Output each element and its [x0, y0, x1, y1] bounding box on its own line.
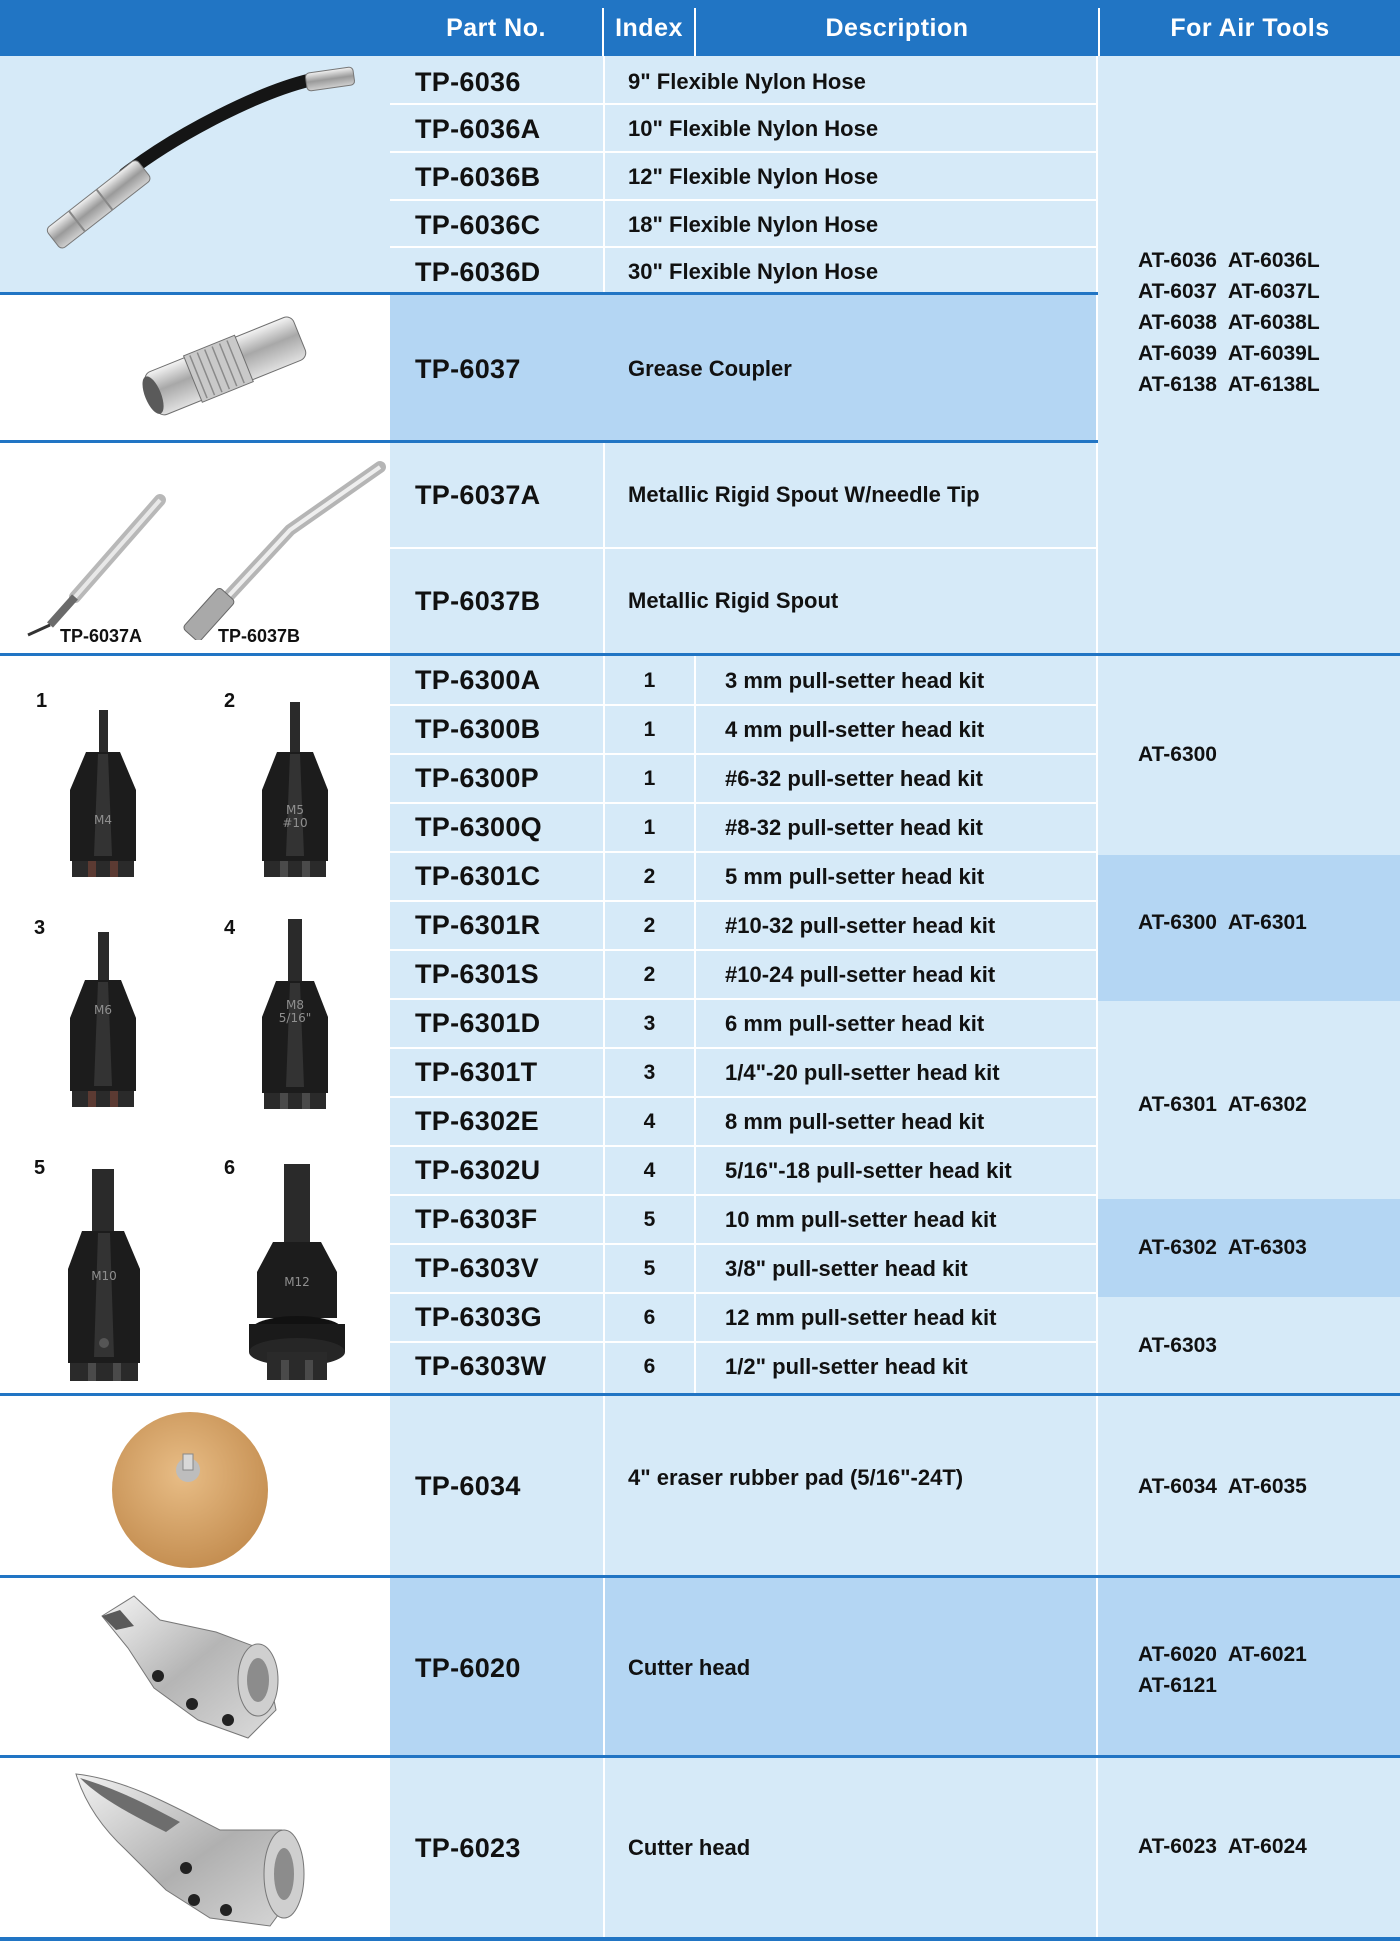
description-cell: 9" Flexible Nylon Hose	[628, 69, 866, 94]
description-cell: Grease Coupler	[628, 356, 792, 381]
part-no-cell: TP-6300P	[415, 763, 539, 793]
head-marking: M6	[94, 1003, 112, 1017]
pull-setter-head-image	[58, 1165, 153, 1387]
description-cell: 1/4"-20 pull-setter head kit	[725, 1059, 1000, 1085]
air-tools-cell: AT-6303	[1138, 1334, 1217, 1357]
cutter-head-image	[98, 1592, 288, 1742]
index-cell: 2	[643, 962, 656, 986]
index-cell: 4	[643, 1158, 656, 1182]
description-cell: 5 mm pull-setter head kit	[725, 863, 985, 889]
description-cell: Cutter head	[628, 1835, 751, 1860]
index-cell: 3	[643, 1060, 656, 1084]
index-cell: 5	[643, 1256, 656, 1280]
figure-number: 5	[34, 1157, 46, 1179]
description-cell: 10" Flexible Nylon Hose	[628, 116, 879, 141]
head-marking: M10	[91, 1269, 117, 1283]
description-cell: #8-32 pull-setter head kit	[725, 814, 983, 840]
part-no-cell: TP-6036	[415, 66, 521, 97]
part-no-cell: TP-6301T	[415, 1057, 538, 1087]
description-cell: 4 mm pull-setter head kit	[725, 716, 985, 742]
spout-needle-image	[20, 485, 180, 640]
part-no-cell: TP-6034	[415, 1470, 521, 1501]
description-cell: Cutter head	[628, 1655, 751, 1680]
description-cell: 10 mm pull-setter head kit	[725, 1206, 997, 1232]
pull-setter-head-image	[250, 915, 340, 1115]
part-no-cell: TP-6036C	[415, 209, 541, 240]
spout-rigid-image	[170, 455, 390, 640]
air-tools-cell: AT-6302 AT-6303	[1138, 1236, 1307, 1259]
spout-a-caption: TP-6037A	[60, 625, 143, 646]
index-cell: 1	[643, 717, 656, 741]
figure-number: 6	[224, 1157, 236, 1179]
index-cell: 2	[643, 864, 656, 888]
pull-setter-head-image	[250, 698, 340, 883]
description-cell: 3/8" pull-setter head kit	[725, 1255, 968, 1281]
description-cell: 3 mm pull-setter head kit	[725, 667, 985, 693]
part-no-cell: TP-6036D	[415, 256, 541, 287]
cutter-head-image	[70, 1770, 310, 1930]
figure-number: 1	[36, 690, 48, 712]
index-cell: 1	[643, 815, 656, 839]
head-marking: M8 5/16"	[278, 998, 312, 1026]
description-cell: 12 mm pull-setter head kit	[725, 1304, 997, 1330]
head-marking: M5 #10	[282, 803, 308, 831]
part-no-cell: TP-6037	[415, 353, 521, 384]
description-cell: 30" Flexible Nylon Hose	[628, 259, 879, 284]
air-tools-cell: AT-6023 AT-6024	[1138, 1835, 1307, 1858]
index-cell: 1	[643, 668, 656, 692]
part-no-cell: TP-6037B	[415, 585, 541, 616]
pull-setter-head-image	[243, 1160, 353, 1388]
figure-number: 4	[224, 917, 236, 939]
figure-number: 3	[34, 917, 46, 939]
pull-setter-head-image	[58, 928, 148, 1113]
description-cell: 1/2" pull-setter head kit	[725, 1353, 968, 1379]
description-cell: 6 mm pull-setter head kit	[725, 1010, 985, 1036]
part-no-cell: TP-6303V	[415, 1253, 539, 1283]
part-no-cell: TP-6037A	[415, 479, 541, 510]
air-tools-cell: AT-6034 AT-6035	[1138, 1475, 1307, 1498]
part-no-cell: TP-6023	[415, 1832, 521, 1863]
part-no-cell: TP-6301D	[415, 1008, 541, 1038]
index-cell: 1	[643, 766, 656, 790]
part-no-cell: TP-6301S	[415, 959, 539, 989]
table-header	[0, 0, 1400, 56]
part-no-cell: TP-6300Q	[415, 812, 542, 842]
part-no-cell: TP-6301C	[415, 861, 541, 891]
index-cell: 4	[643, 1109, 656, 1133]
part-no-cell: TP-6303F	[415, 1204, 538, 1234]
part-no-cell: TP-6303W	[415, 1351, 547, 1381]
header-part-no: Part No.	[446, 13, 546, 42]
part-no-cell: TP-6302U	[415, 1155, 541, 1185]
header-description: Description	[825, 13, 969, 42]
flexible-hose-image	[30, 62, 360, 252]
description-cell: #10-32 pull-setter head kit	[725, 912, 996, 938]
part-no-cell: TP-6036B	[415, 161, 541, 192]
air-tools-cell: AT-6300	[1138, 743, 1217, 766]
description-cell: Metallic Rigid Spout	[628, 588, 839, 613]
description-cell: #6-32 pull-setter head kit	[725, 765, 983, 791]
part-no-cell: TP-6300A	[415, 665, 541, 695]
air-tools-cell: AT-6300 AT-6301	[1138, 911, 1307, 934]
description-cell: #10-24 pull-setter head kit	[725, 961, 996, 987]
head-marking: M4	[94, 813, 112, 827]
part-no-cell: TP-6036A	[415, 113, 541, 144]
part-no-cell: TP-6020	[415, 1652, 521, 1683]
index-cell: 2	[643, 913, 656, 937]
description-cell: Metallic Rigid Spout W/needle Tip	[628, 482, 980, 507]
eraser-pad-image	[108, 1408, 272, 1572]
head-marking: M12	[284, 1275, 310, 1289]
spout-b-caption: TP-6037B	[218, 625, 301, 646]
part-no-cell: TP-6300B	[415, 714, 541, 744]
description-cell: 18" Flexible Nylon Hose	[628, 212, 879, 237]
index-cell: 5	[643, 1207, 656, 1231]
part-no-cell: TP-6301R	[415, 910, 541, 940]
description-cell: 5/16"-18 pull-setter head kit	[725, 1157, 1012, 1183]
grease-coupler-image	[130, 305, 320, 425]
description-cell: 12" Flexible Nylon Hose	[628, 164, 879, 189]
pull-setter-head-image	[58, 706, 148, 881]
air-tools-cell: AT-6020 AT-6021 AT-6121	[1138, 1643, 1307, 1697]
part-no-cell: TP-6303G	[415, 1302, 542, 1332]
header-index: Index	[615, 13, 683, 42]
index-cell: 6	[643, 1305, 656, 1329]
part-no-cell: TP-6302E	[415, 1106, 539, 1136]
description-cell: 8 mm pull-setter head kit	[725, 1108, 985, 1134]
index-cell: 6	[643, 1354, 656, 1378]
index-cell: 3	[643, 1011, 656, 1035]
description-cell: 4" eraser rubber pad (5/16"-24T)	[628, 1465, 964, 1490]
figure-number: 2	[224, 690, 236, 712]
header-for-air-tools: For Air Tools	[1170, 13, 1330, 42]
air-tools-cell: AT-6036 AT-6036L AT-6037 AT-6037L AT-6038 AT-6038L AT-6039 AT-6039L AT-6138 AT-6138L	[1138, 249, 1320, 396]
air-tools-cell: AT-6301 AT-6302	[1138, 1093, 1307, 1116]
